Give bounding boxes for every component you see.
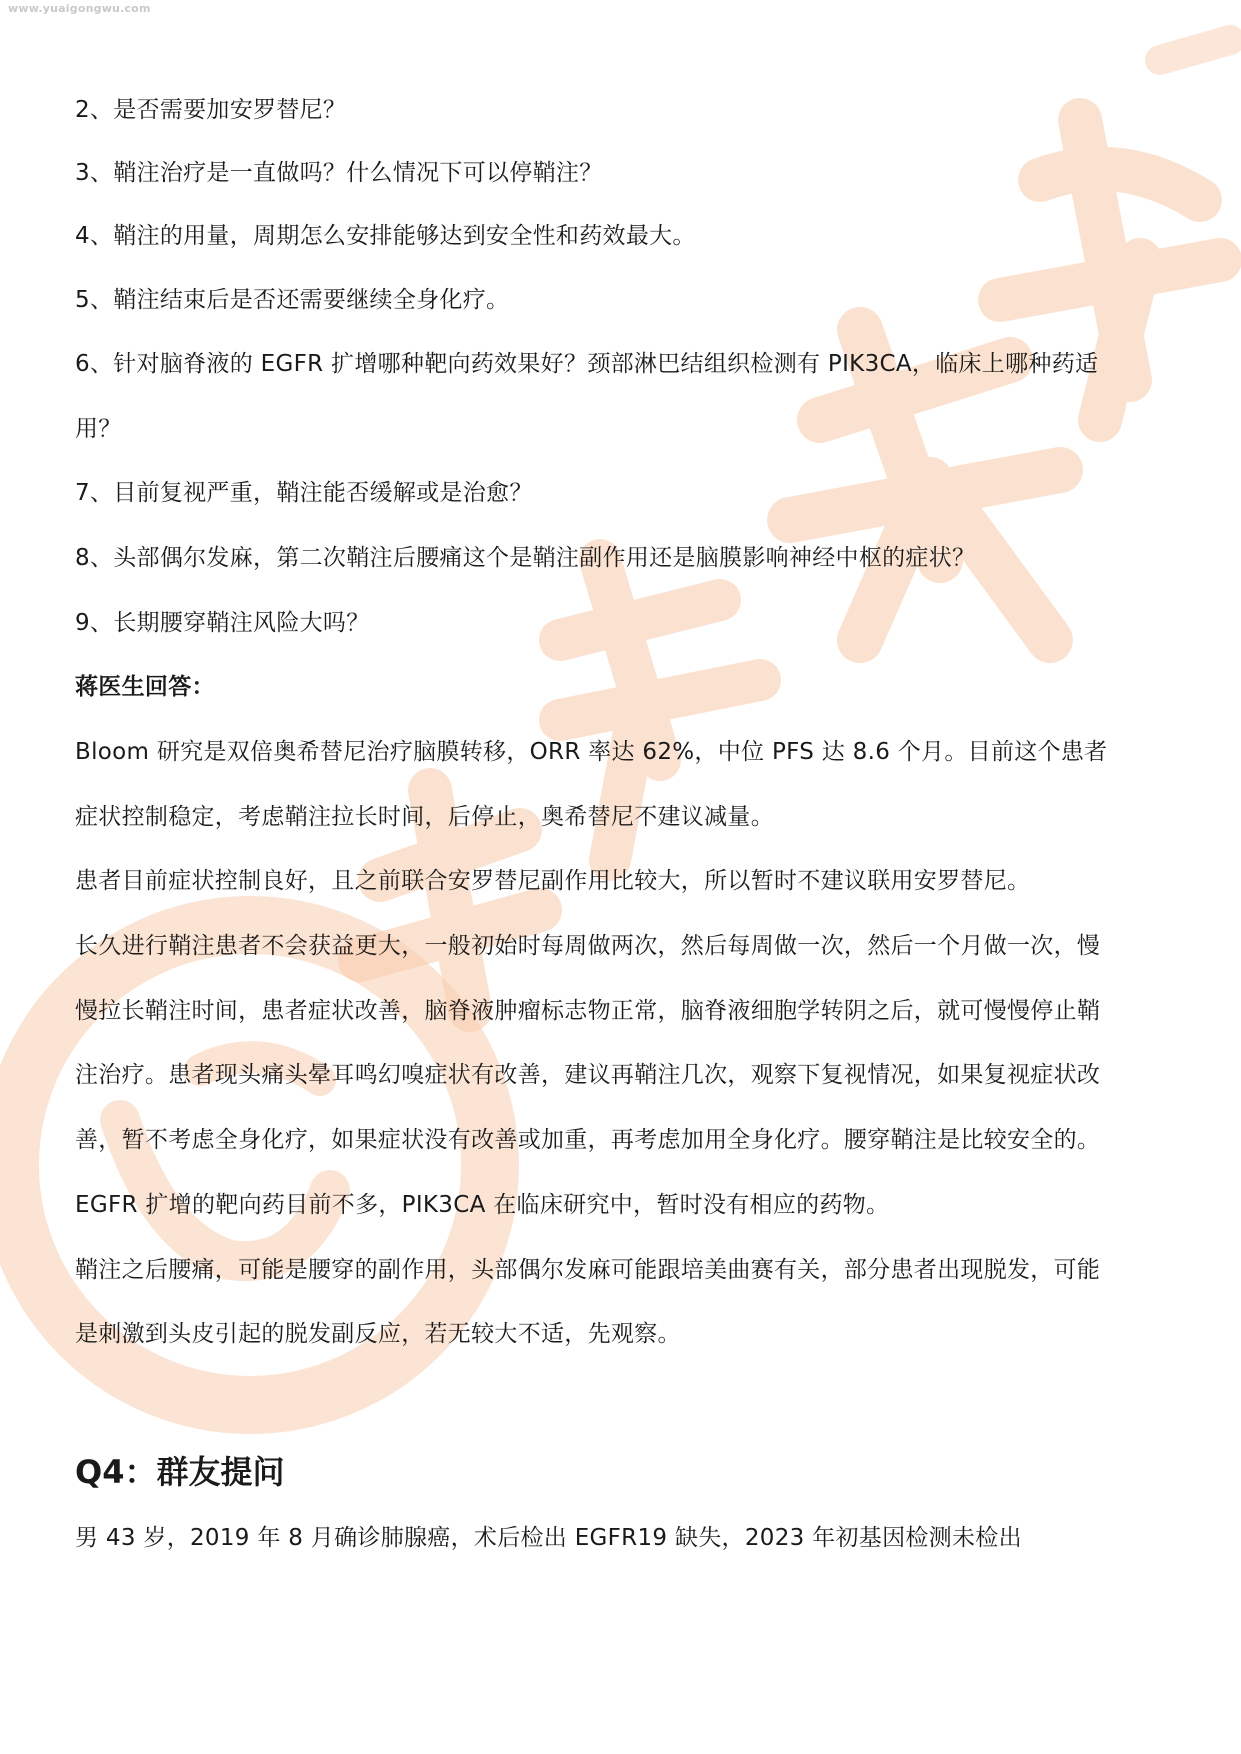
answer-line: 注治疗。患者现头痛头晕耳鸣幻嗅症状有改善，建议再鞘注几次，观察下复视情况，如果复视症状改 <box>75 1062 1101 1088</box>
question-8: 8、头部偶尔发麻，第二次鞘注后腰痛这个是鞘注副作用还是脑膜影响神经中枢的症状？ <box>75 545 976 571</box>
section-heading-q4: Q4：群友提问 <box>75 1453 285 1491</box>
section-q4-first-line: 男 43 岁，2019 年 8 月确诊肺腺癌，术后检出 EGFR19 缺失，2023 年初基因检测未检出 <box>75 1525 1022 1551</box>
question-7: 7、目前复视严重，鞘注能否缓解或是治愈？ <box>75 480 533 506</box>
question-6-continued: 用？ <box>75 416 122 442</box>
answer-line: 慢拉长鞘注时间，患者症状改善，脑脊液肿瘤标志物正常，脑脊液细胞学转阴之后，就可慢慢停止鞘 <box>75 998 1101 1024</box>
answer-line: 是刺激到头皮引起的脱发副反应，若无较大不适，先观察。 <box>75 1321 681 1347</box>
answer-line: 患者目前症状控制良好，且之前联合安罗替尼副作用比较大，所以暂时不建议联用安罗替尼。 <box>75 868 1031 894</box>
question-5: 5、鞘注结束后是否还需要继续全身化疗。 <box>75 287 510 313</box>
answer-heading: 蒋医生回答： <box>75 674 215 700</box>
answer-line: 长久进行鞘注患者不会获益更大，一般初始时每周做两次，然后每周做一次，然后一个月做一次，慢 <box>75 933 1101 959</box>
answer-line: 善，暂不考虑全身化疗，如果症状没有改善或加重，再考虑加用全身化疗。腰穿鞘注是比较安全的。 <box>75 1127 1101 1153</box>
site-url-watermark: www.yuaigongwu.com <box>8 2 151 15</box>
answer-line: 症状控制稳定，考虑鞘注拉长时间，后停止，奥希替尼不建议减量。 <box>75 804 774 830</box>
question-4: 4、鞘注的用量，周期怎么安排能够达到安全性和药效最大。 <box>75 223 696 249</box>
question-3: 3、鞘注治疗是一直做吗？什么情况下可以停鞘注？ <box>75 160 603 186</box>
question-2: 2、是否需要加安罗替尼？ <box>75 97 347 123</box>
question-9: 9、长期腰穿鞘注风险大吗？ <box>75 610 370 636</box>
answer-line: EGFR 扩增的靶向药目前不多，PIK3CA 在临床研究中，暂时没有相应的药物。 <box>75 1192 890 1218</box>
answer-line: Bloom 研究是双倍奥希替尼治疗脑膜转移，ORR 率达 62%，中位 PFS 达 8.6 个月。目前这个患者 <box>75 739 1108 765</box>
question-6: 6、针对脑脊液的 EGFR 扩增哪种靶向药效果好？颈部淋巴结组织检测有 PIK3CA，临床上哪种药适 <box>75 351 1099 377</box>
answer-line: 鞘注之后腰痛，可能是腰穿的副作用，头部偶尔发麻可能跟培美曲赛有关，部分患者出现脱发，可能 <box>75 1257 1101 1283</box>
